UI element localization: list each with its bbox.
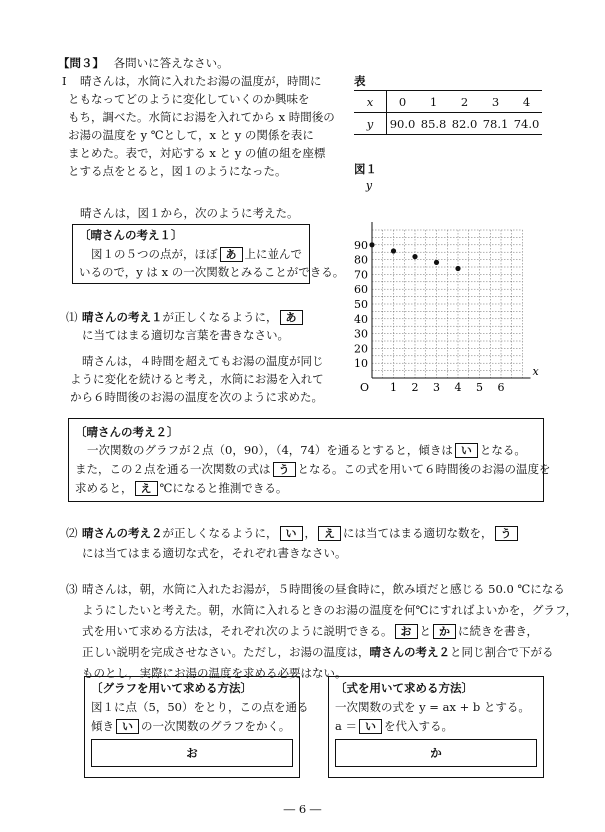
- table-y-header: y: [354, 113, 387, 135]
- graph-method-text: 傾き: [91, 719, 114, 733]
- section-number: Ⅰ: [62, 74, 67, 88]
- y-tick-label: 60: [354, 283, 368, 297]
- y-tick-label: 70: [354, 268, 368, 282]
- text-line: ともなってどのように変化していくのか興味を: [68, 92, 310, 106]
- idea-2-text: ℃になると推測できる。: [159, 481, 288, 495]
- table-cell: 78.1: [482, 116, 509, 131]
- formula-method-text: a ＝: [335, 719, 358, 733]
- q1-text: が正しくなるように，: [162, 310, 278, 324]
- idea-1-text: 図１の５つの点が，ほぼ: [91, 247, 218, 261]
- x-axis-label: x: [532, 365, 539, 378]
- table-cell: 90.0: [389, 116, 416, 131]
- formula-method-line-1: 一次関数の式を y = ax + b とする。: [335, 700, 530, 714]
- text-line: 晴さんは，４時間を超えてもお湯の温度が同じ: [82, 354, 324, 368]
- data-table: [354, 90, 542, 135]
- para-2: [70, 352, 324, 406]
- q3-text: [82, 580, 577, 682]
- text-line: ように変化を続けると考え，水筒にお湯を入れて: [70, 372, 324, 386]
- answer-box-e: え: [318, 526, 341, 541]
- answer-box-a: あ: [280, 310, 303, 325]
- table-cell: 0: [398, 94, 407, 109]
- text-line: 晴さんは，水筒に入れたお湯の温度が，時間に: [80, 74, 322, 88]
- formula-method-text: を代入する。: [384, 719, 454, 733]
- idea-2-line-3: [75, 479, 287, 497]
- answer-box-a: あ: [220, 247, 243, 262]
- answer-box-i: い: [455, 443, 478, 458]
- idea-1-text: 上に並んで: [244, 247, 302, 261]
- text-line: [82, 643, 577, 661]
- q2-sep: ，: [304, 526, 316, 540]
- text-line: とする点をとると，図１のようになった。: [68, 164, 287, 178]
- text-line: から６時間後のお湯の温度を次のように求めた。: [70, 390, 323, 404]
- q2-ref: 晴さんの考え２: [82, 526, 163, 540]
- chart-axes: [372, 222, 531, 378]
- table-cell: 82.0: [451, 116, 478, 131]
- answer-box-i: い: [116, 719, 139, 734]
- text-line: 晴さんは，朝，水筒に入れたお湯が，５時間後の昼食時に，飲み頃だと感じる 50.0 ℃になる: [82, 582, 565, 596]
- y-tick-label: 30: [354, 327, 368, 341]
- idea-1-line-2: いるので，y は x の一次関数とみることができる。: [79, 265, 345, 279]
- answer-box-ka: か: [433, 624, 456, 639]
- y-axis-label: y: [365, 179, 373, 192]
- question-header: [58, 54, 229, 72]
- answer-box-ka-large[interactable]: か: [335, 739, 537, 767]
- answer-box-u: う: [495, 526, 518, 541]
- idea-2-text: また，この２点を通る一次関数の式は: [75, 462, 271, 476]
- q3-text-span: 式を用いて求める方法は，それぞれ次のように説明できる。: [82, 624, 393, 638]
- q2-text: には当てはまる適切な数を，: [343, 526, 493, 540]
- text-line: お湯の温度を y ℃として，x と y の関係を表に: [68, 128, 314, 142]
- y-tick-label: 80: [354, 253, 368, 267]
- figure-1-chart: [340, 178, 540, 396]
- text-line: ものとし，実際にお湯の温度を求める必要はない。: [82, 666, 347, 680]
- text-line: もち，調べた。水筒にお湯を入れてから x 時間後の: [68, 110, 335, 124]
- table-cell: 2: [460, 94, 469, 109]
- data-point: [369, 242, 374, 247]
- idea-1-box: [72, 224, 345, 284]
- idea-2-line-1: [87, 441, 526, 459]
- question-instruction: 各問いに答えなさい。: [113, 56, 229, 70]
- q1-line-1: [82, 308, 305, 326]
- formula-method-line-2: [335, 717, 453, 735]
- section-one-text: [68, 72, 335, 180]
- figure-title: 図１: [354, 162, 377, 176]
- x-tick-label: 1: [390, 381, 397, 394]
- graph-method-line-1: 図１に点（5，50）をとり，この点を通る: [91, 700, 309, 714]
- q1-ref: 晴さんの考え１: [82, 310, 163, 324]
- page-number: ― 6 ―: [283, 802, 322, 816]
- idea-2-text: となる。: [479, 443, 526, 457]
- y-tick-label: 20: [354, 342, 368, 356]
- origin-label: O: [360, 381, 370, 394]
- q3-text-span: と: [419, 624, 431, 638]
- q1-num: ⑴: [66, 310, 78, 324]
- data-point: [412, 254, 417, 259]
- table-x-header: x: [354, 91, 387, 113]
- data-point: [455, 266, 460, 271]
- data-point: [391, 248, 396, 253]
- q3-text-span: と同じ割合で下がる: [450, 645, 554, 659]
- graph-method-box: [84, 676, 309, 778]
- q1-line-2: に当てはまる適切な言葉を書きなさい。: [82, 328, 289, 342]
- table-cell: 85.8: [420, 116, 447, 131]
- text-line: ようにしたいと考えた。朝，水筒に入れるときのお湯の温度を何℃にすればよいかを，グラフ，: [82, 603, 577, 617]
- q2-line-1: [82, 524, 520, 542]
- idea-2-text: 求めると，: [75, 481, 133, 495]
- text-line: [82, 622, 577, 640]
- x-tick-label: 3: [433, 381, 440, 394]
- x-tick-label: 5: [476, 381, 483, 394]
- table-cell: 4: [522, 94, 531, 109]
- y-tick-label: 50: [354, 298, 368, 311]
- answer-box-i: い: [359, 719, 382, 734]
- formula-method-title: 〔式を用いて求める方法〕: [335, 681, 473, 695]
- q3-text-span: 正しい説明を完成させなさい。ただし，お湯の温度は，: [82, 645, 370, 659]
- q2-text: が正しくなるように，: [162, 526, 278, 540]
- x-tick-label: 6: [497, 381, 505, 394]
- q3-num: ⑶: [66, 582, 78, 596]
- idea-2-line-2: [75, 460, 551, 478]
- q2-num: ⑵: [66, 526, 78, 540]
- graph-method-title: 〔グラフを用いて求める方法〕: [91, 681, 252, 695]
- answer-box-e: え: [135, 481, 158, 496]
- table-cell: 74.0: [513, 116, 540, 131]
- answer-box-o: お: [395, 624, 418, 639]
- answer-box-u: う: [273, 462, 296, 477]
- question-number: 【問３】: [58, 56, 104, 70]
- table-title: 表: [354, 74, 366, 88]
- q2-line-2: には当てはまる適切な式を，それぞれ書きなさい。: [82, 546, 347, 560]
- idea-2-box: [68, 418, 551, 502]
- idea-1-title: 〔晴さんの考え１〕: [79, 228, 183, 242]
- answer-box-o-large[interactable]: お: [91, 739, 293, 767]
- y-tick-label: 10: [354, 357, 368, 371]
- idea-2-title: 〔晴さんの考え２〕: [75, 425, 179, 439]
- data-point: [434, 260, 439, 265]
- think-intro: 晴さんは，図１から，次のように考えた。: [80, 206, 299, 220]
- y-tick-label: 90: [354, 238, 368, 252]
- text-line: まとめた。表で，対応する x と y の値の組を座標: [68, 146, 326, 160]
- idea-2-text: 一次関数のグラフが２点（0，90），（4，74）を通るとすると，傾きは: [87, 443, 453, 457]
- table-cell: 1: [429, 94, 438, 109]
- x-tick-label: 4: [454, 381, 462, 394]
- y-tick-label: 40: [354, 312, 368, 326]
- x-tick-label: 2: [411, 381, 419, 394]
- q3-ref: 晴さんの考え２: [369, 645, 450, 659]
- answer-box-i: い: [280, 526, 303, 541]
- table-cell: 3: [491, 94, 500, 109]
- formula-method-box: [328, 676, 544, 778]
- idea-1-line-1: [91, 245, 302, 263]
- graph-method-text: の一次関数のグラフをかく。: [141, 719, 291, 733]
- q3-text-span: に続きを書き，: [458, 624, 539, 638]
- graph-method-line-2: [91, 717, 290, 735]
- idea-2-text: となる。この式を用いて６時間後のお湯の温度を: [297, 462, 551, 476]
